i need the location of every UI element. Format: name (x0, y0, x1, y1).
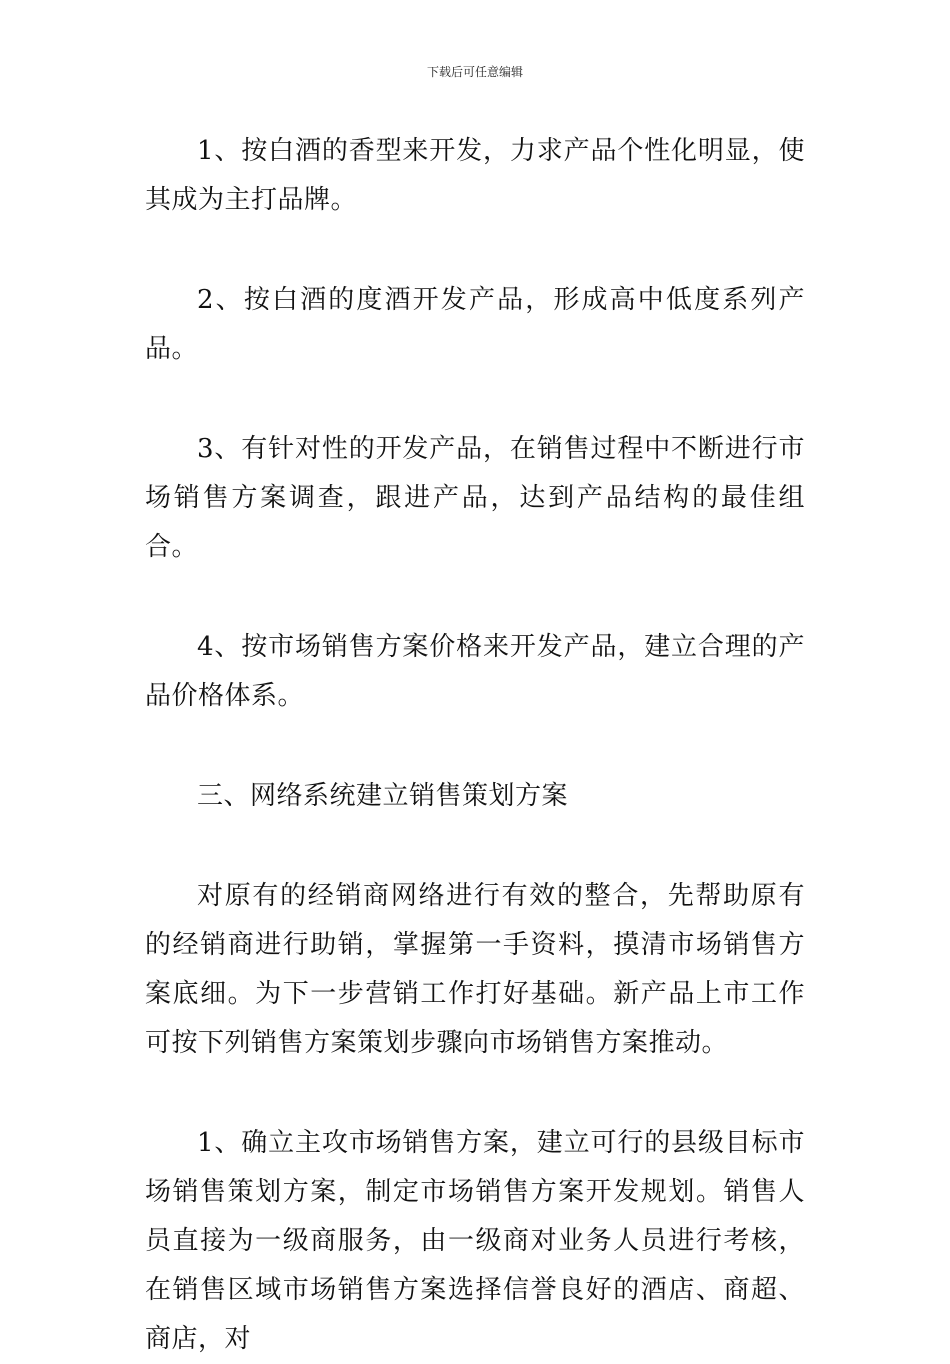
paragraph-targeted-development: 3、有针对性的开发产品，在销售过程中不断进行市场销售方案调查，跟进产品，达到产品结构的最佳组合。 (145, 434, 805, 562)
paragraph-develop-by-degree: 2、按白酒的度酒开发产品，形成高中低度系列产品。 (145, 285, 805, 364)
paragraph-develop-by-aroma: 1、按白酒的香型来开发，力求产品个性化明显，使其成为主打品牌。 (145, 136, 805, 215)
document-body (145, 127, 805, 1364)
page-header: 下载后可任意编辑 (426, 65, 523, 79)
section-heading-network-system: 三、网络系统建立销售策划方案 (197, 781, 569, 811)
paragraph-dealer-network: 对原有的经销商网络进行有效的整合，先帮助原有的经销商进行助销，掌握第一手资料，摸清市场销售方案底细。为下一步营销工作打好基础。新产品上市工作可按下列销售方案策划步骤向市场销售方案推动。 (145, 881, 805, 1058)
paragraph-main-market: 1、确立主攻市场销售方案，建立可行的县级目标市场销售策划方案，制定市场销售方案开发规划。销售人员直接为一级商服务，由一级商对业务人员进行考核，在销售区域市场销售方案选择信誉良好的酒店、商超、商店，对 (145, 1128, 805, 1354)
paragraph-develop-by-price: 4、按市场销售方案价格来开发产品，建立合理的产品价格体系。 (145, 632, 805, 711)
